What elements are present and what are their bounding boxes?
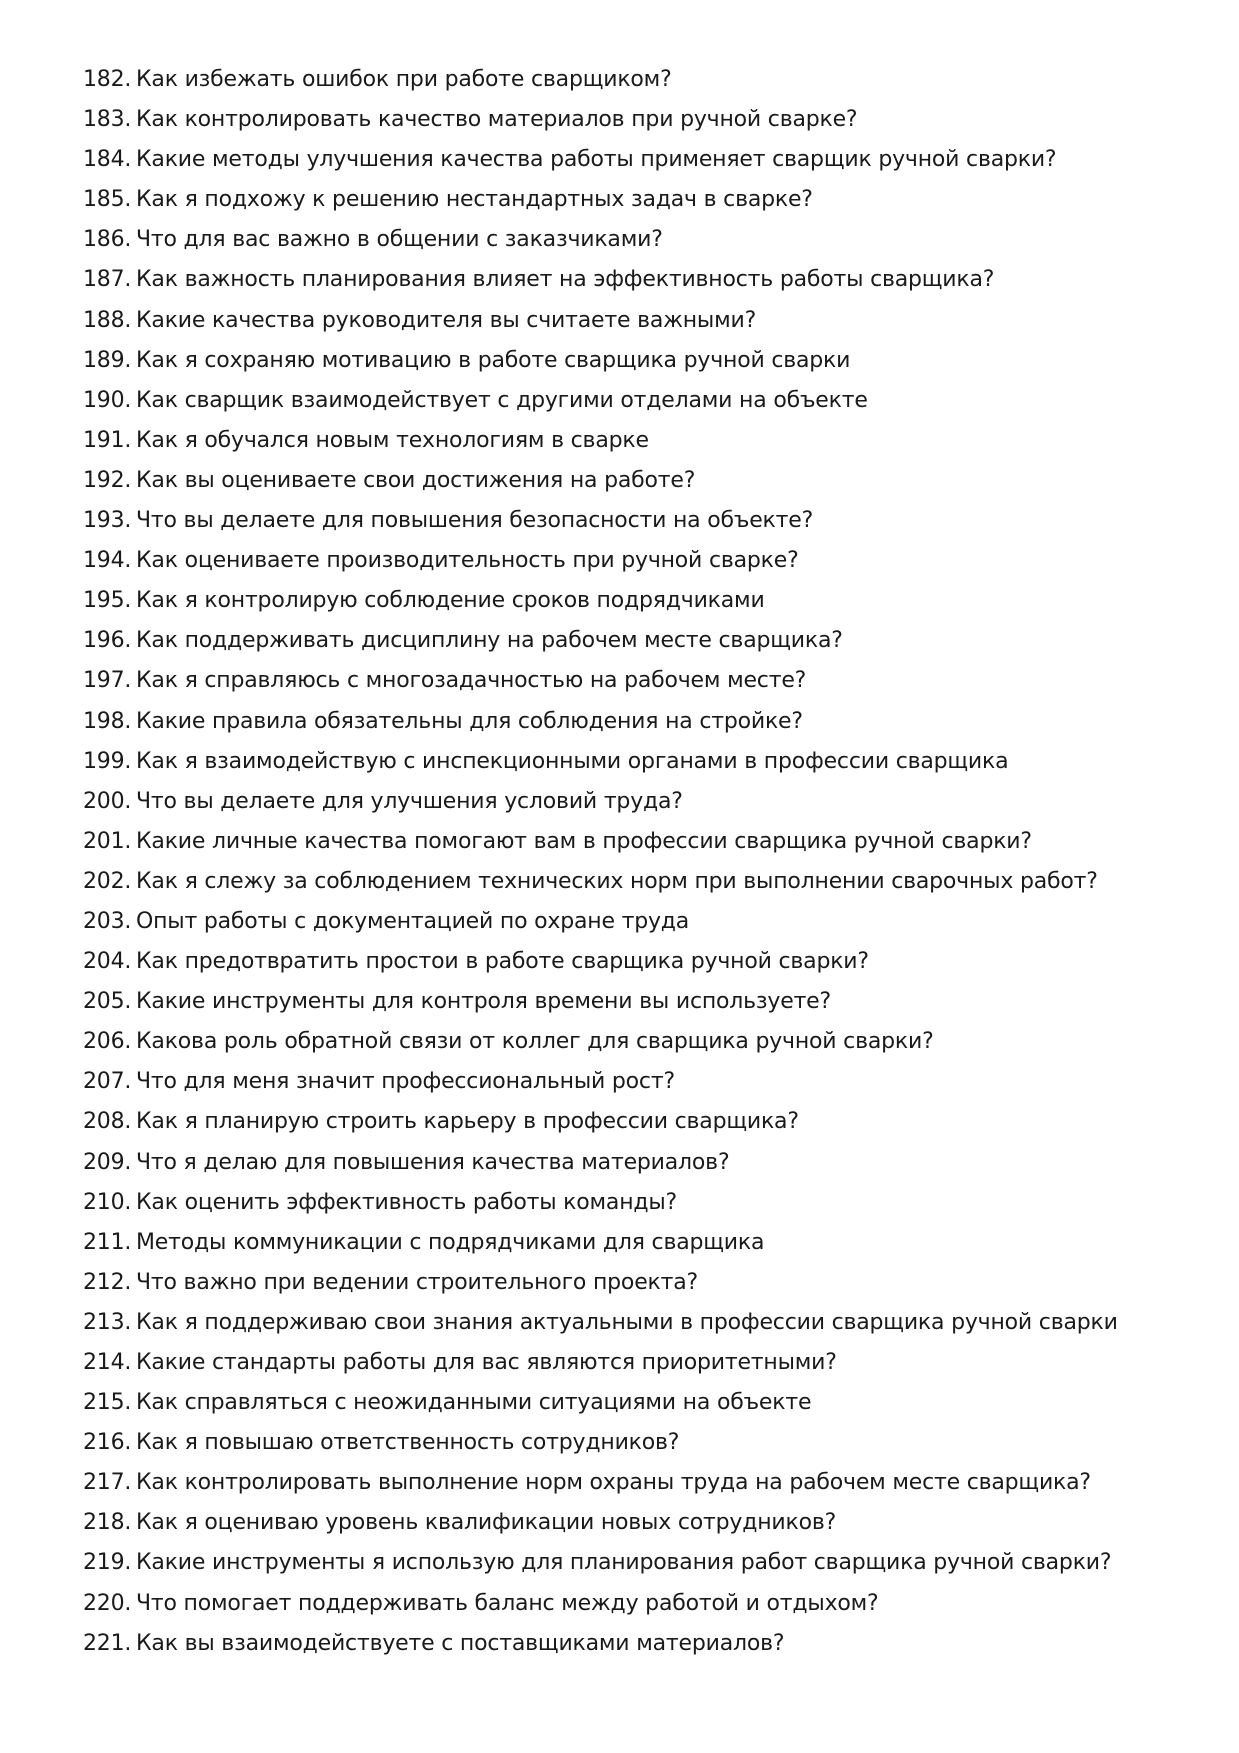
list-item [83,60,1118,100]
question-text: Как избежать ошибок при работе сварщиком? [136,67,672,92]
list-item [83,942,1118,982]
question-number: 215. [83,1390,132,1416]
list-item [83,260,1118,300]
list-item [83,581,1118,621]
question-text: Как контролировать выполнение норм охраны труда на рабочем месте сварщика? [136,1470,1091,1496]
question-text: Как контролировать качество материалов при ручной сварке? [136,107,858,133]
question-text: Как я обучался новым технологиям в сварке [136,427,649,453]
list-item [83,1383,1118,1423]
list-item [83,1223,1118,1263]
question-number: 210. [83,1189,132,1215]
question-number: 201. [83,828,132,854]
question-text: Как я взаимодействую с инспекционными органами в профессии сварщика [136,748,1009,774]
list-item [83,341,1118,381]
question-text: Как справляться с неожиданными ситуациями на объекте [136,1390,812,1416]
question-text: Какие методы улучшения качества работы применяет сварщик ручной сварки? [136,147,1057,173]
question-number: 186. [83,227,132,253]
question-text: Как сварщик взаимодействует с другими отделами на объекте [136,387,868,413]
list-item [83,661,1118,701]
question-text: Какие личные качества помогают вам в профессии сварщика ручной сварки? [136,828,1032,854]
list-item [83,702,1118,742]
question-text: Как я повышаю ответственность сотрудников? [136,1430,680,1456]
list-item [83,1584,1118,1624]
question-number: 217. [83,1470,132,1496]
question-text: Как вы оцениваете свои достижения на работе? [136,467,696,493]
list-item [83,1543,1118,1583]
list-item [83,1624,1118,1664]
question-text: Как я контролирую соблюдение сроков подрядчиками [136,588,765,614]
question-number: 203. [83,908,132,934]
list-item [83,1343,1118,1383]
question-number: 190. [83,387,132,413]
question-text: Какие стандарты работы для вас являются приоритетными? [136,1350,837,1375]
question-text: Какие правила обязательны для соблюдения на стройке? [136,708,803,734]
question-number: 221. [83,1630,132,1656]
list-item [83,862,1118,902]
question-text: Как оцениваете производительность при ручной сварке? [136,548,799,574]
question-number: 185. [83,187,132,213]
question-number: 194. [83,548,132,574]
list-item [83,1303,1118,1343]
question-text: Как вы взаимодействуете с поставщиками материалов? [136,1630,785,1656]
question-text: Как предотвратить простои в работе сварщика ручной сварки? [136,949,869,975]
question-number: 213. [83,1309,132,1335]
question-number: 196. [83,628,132,654]
question-number: 204. [83,949,132,975]
question-number: 209. [83,1149,132,1175]
question-text: Что помогает поддерживать баланс между работой и отдыхом? [136,1590,879,1616]
question-text: Как я справляюсь с многозадачностью на рабочем месте? [136,668,807,694]
question-number: 197. [83,668,132,694]
question-number: 188. [83,307,132,333]
question-text: Как я планирую строить карьеру в профессии сварщика? [136,1109,799,1135]
question-number: 189. [83,347,132,373]
question-number: 218. [83,1510,132,1536]
question-text: Как оценить эффективность работы команды? [136,1189,678,1215]
question-text: Что вы делаете для улучшения условий труда? [136,788,683,814]
question-text: Как поддерживать дисциплину на рабочем месте сварщика? [136,628,843,654]
list-item [83,782,1118,822]
list-item [83,1423,1118,1463]
question-text: Какие качества руководителя вы считаете важными? [136,307,757,333]
question-number: 214. [83,1350,132,1375]
question-text: Какие инструменты я использую для планирования работ сварщика ручной сварки? [136,1550,1112,1576]
list-item [83,501,1118,541]
list-item [83,421,1118,461]
question-text: Опыт работы с документацией по охране труда [136,908,690,934]
list-item [83,1143,1118,1183]
list-item [83,822,1118,862]
question-number: 187. [83,267,132,293]
list-item [83,541,1118,581]
list-item [83,1463,1118,1503]
question-text: Методы коммуникации с подрядчиками для сварщика [136,1229,765,1255]
list-item [83,461,1118,501]
list-item [83,1102,1118,1142]
list-item [83,100,1118,140]
list-item [83,301,1118,341]
list-item [83,902,1118,942]
question-number: 183. [83,107,132,133]
question-text: Как я оцениваю уровень квалификации новых сотрудников? [136,1510,837,1536]
question-number: 211. [83,1229,132,1255]
question-number: 212. [83,1269,132,1295]
question-text: Как важность планирования влияет на эффективность работы сварщика? [136,267,995,293]
question-text: Как я сохраняю мотивацию в работе сварщика ручной сварки [136,347,851,373]
question-number: 205. [83,989,132,1015]
list-item [83,220,1118,260]
list-item [83,1263,1118,1303]
list-item [83,1022,1118,1062]
question-number: 202. [83,868,132,894]
question-number: 207. [83,1069,132,1095]
question-text: Какова роль обратной связи от коллег для сварщика ручной сварки? [136,1029,934,1055]
question-number: 219. [83,1550,132,1576]
question-number: 200. [83,788,132,814]
list-item [83,381,1118,421]
question-text: Как я подхожу к решению нестандартных задач в сварке? [136,187,813,213]
question-number: 191. [83,427,132,453]
list-item [83,1062,1118,1102]
list-item [83,982,1118,1022]
question-number: 182. [83,67,132,92]
list-item [83,621,1118,661]
question-text: Что для вас важно в общении с заказчиками? [136,227,663,253]
list-item [83,1183,1118,1223]
question-number: 192. [83,467,132,493]
question-number: 206. [83,1029,132,1055]
question-number: 216. [83,1430,132,1456]
question-text: Как я поддерживаю свои знания актуальными в профессии сварщика ручной сварки [136,1309,1118,1335]
question-number: 220. [83,1590,132,1616]
list-item [83,1503,1118,1543]
question-number: 193. [83,508,132,534]
question-text: Какие инструменты для контроля времени вы используете? [136,989,831,1015]
question-list [83,60,1118,1664]
list-item [83,742,1118,782]
question-text: Что важно при ведении строительного проекта? [136,1269,698,1295]
question-text: Что вы делаете для повышения безопасности на объекте? [136,508,814,534]
question-number: 184. [83,147,132,173]
question-number: 199. [83,748,132,774]
question-number: 195. [83,588,132,614]
question-text: Что я делаю для повышения качества материалов? [136,1149,730,1175]
question-number: 198. [83,708,132,734]
question-text: Что для меня значит профессиональный рост? [136,1069,675,1095]
question-text: Как я слежу за соблюдением технических норм при выполнении сварочных работ? [136,868,1098,894]
list-item [83,140,1118,180]
question-number: 208. [83,1109,132,1135]
list-item [83,180,1118,220]
